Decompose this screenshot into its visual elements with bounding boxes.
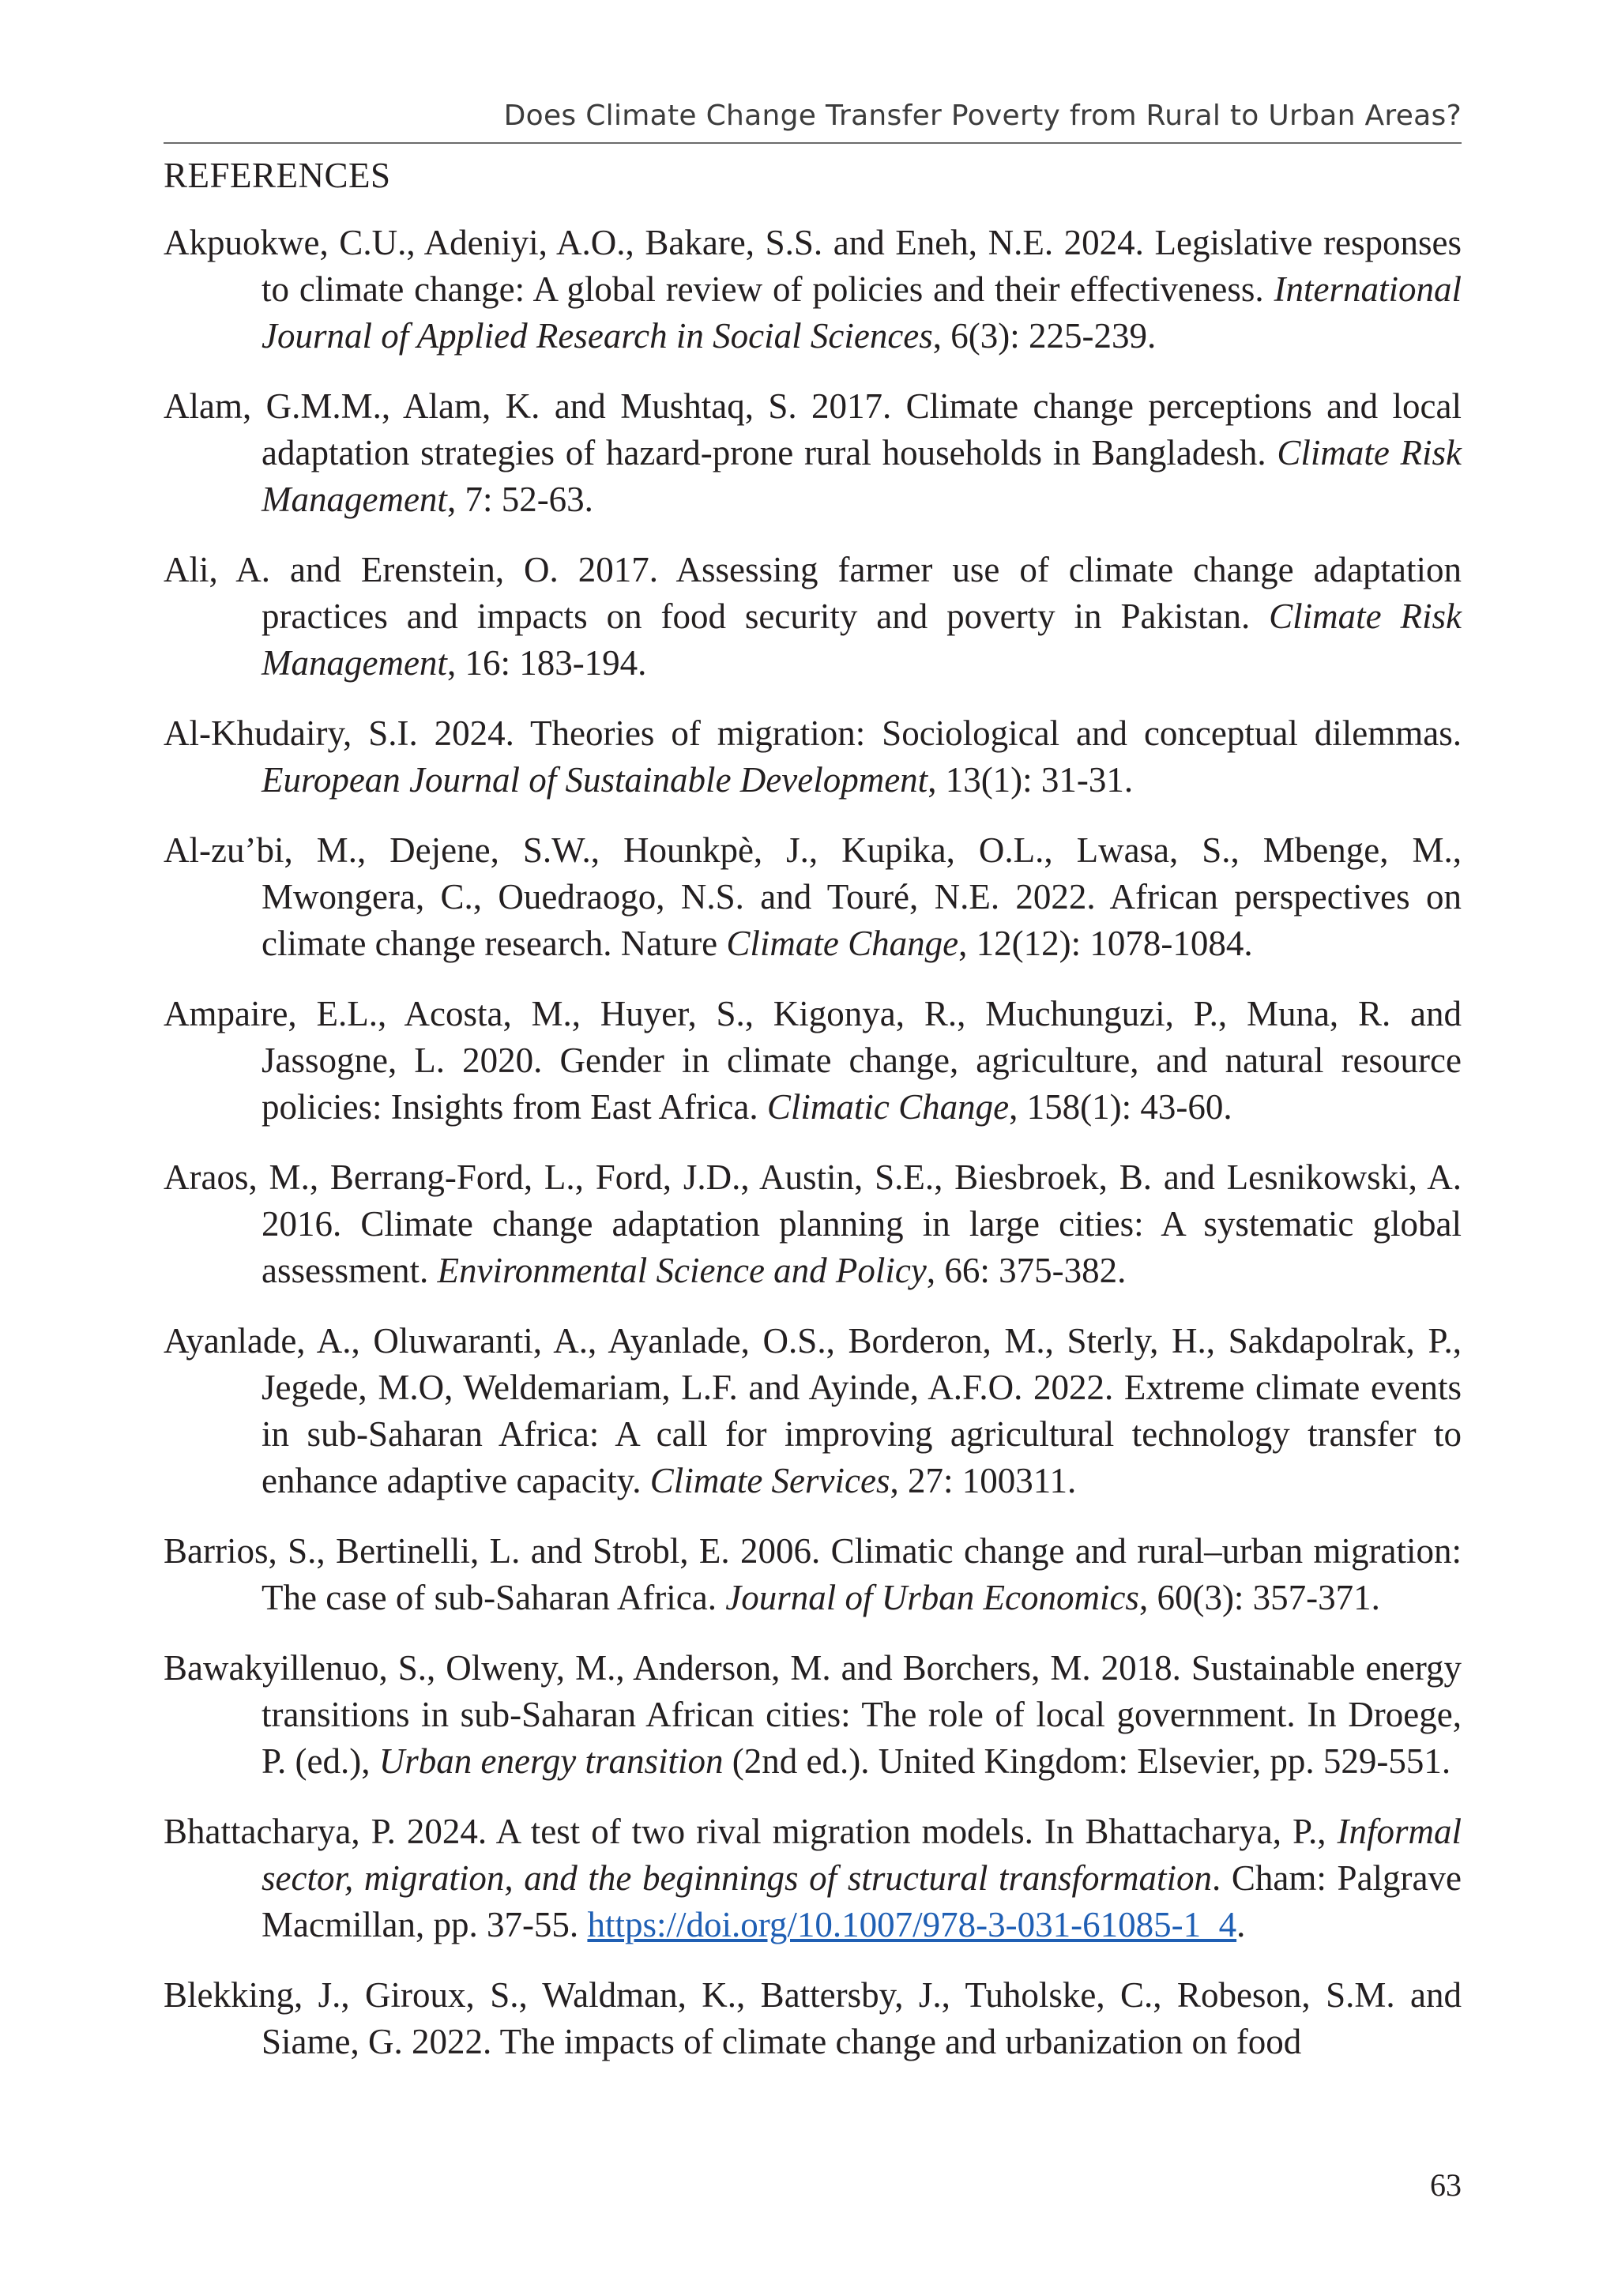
reference-entry [164,1645,1462,1785]
reference-text: Araos, M., Berrang-Ford, L., Ford, J.D., Austin, S.E., Biesbroek, B. and Lesnikowski, A. 2016. Climate change adaptation planning in large cities: A systematic global assessment. [164,1157,1462,1290]
reference-details: , 27: 100311. [890,1461,1077,1500]
reference-source: Climatic Change [766,1087,1010,1127]
reference-text: Ali, A. and Erenstein, O. 2017. Assessing farmer use of climate change adaptation practices and impacts on food security and poverty in Pakistan. [164,550,1462,636]
reference-text: Bawakyillenuo, S., Olweny, M., Anderson, M. and Borchers, M. 2018. Sustainable energy transitions in sub-Saharan African cities: The role of local government. In Droege, P. (ed.), [164,1648,1462,1781]
reference-entry [164,710,1462,804]
reference-entry [164,827,1462,967]
reference-details: . Cham: Palgrave Macmillan, pp. 37-55. [262,1858,1462,1944]
reference-text: Ampaire, E.L., Acosta, M., Huyer, S., Kigonya, R., Muchunguzi, P., Muna, R. and Jassogne, L. 2020. Gender in climate change, agriculture, and natural resource policies: Insights from East Africa. [164,994,1462,1127]
reference-entry [164,1154,1462,1294]
reference-entry [164,1809,1462,1948]
reference-entry [164,547,1462,687]
reference-details: , 7: 52-63. [446,480,593,519]
reference-text: Alam, G.M.M., Alam, K. and Mushtaq, S. 2017. Climate change perceptions and local adaptation strategies of hazard-prone rural households in Bangladesh. [164,386,1462,472]
reference-details: , 6(3): 225-239. [932,316,1157,356]
reference-list [164,220,1462,2089]
reference-entry [164,1972,1462,2065]
reference-entry [164,991,1462,1131]
reference-text: Akpuokwe, C.U., Adeniyi, A.O., Bakare, S.S. and Eneh, N.E. 2024. Legislative responses to climate change: A global review of policies and their effectiveness. [164,223,1462,309]
doi-link[interactable]: https://doi.org/10.1007/978-3-031-61085-1_4 [587,1905,1237,1944]
reference-text: Ayanlade, A., Oluwaranti, A., Ayanlade, O.S., Borderon, M., Sterly, H., Sakdapolrak, P., Jegede, M.O, Weldemariam, L.F. and Ayinde, A.F.O. 2022. Extreme climate events in sub-Saharan Africa: A call for improving agricultural technology transfer to enhance adaptive capacity. [164,1321,1462,1500]
reference-details: , 158(1): 43-60. [1009,1087,1232,1127]
reference-text: Al-Khudairy, S.I. 2024. Theories of migration: Sociological and conceptual dilemmas. [164,713,1462,753]
reference-source: Journal of Urban Economics [725,1578,1139,1617]
reference-details: , 66: 375-382. [926,1251,1127,1290]
reference-source: European Journal of Sustainable Development [262,760,928,800]
reference-entry [164,220,1462,359]
reference-text: Barrios, S., Bertinelli, L. and Strobl, E. 2006. Climatic change and rural–urban migration: The case of sub-Saharan Africa. [164,1531,1462,1617]
reference-text: Al-zu’bi, M., Dejene, S.W., Hounkpè, J., Kupika, O.L., Lwasa, S., Mbenge, M., Mwongera, C., Ouedraogo, N.S. and Touré, N.E. 2022. African perspectives on climate change research. Nature [164,830,1462,963]
reference-details: , 12(12): 1078-1084. [958,924,1253,963]
reference-source: Environmental Science and Policy [437,1251,927,1290]
reference-details: , 13(1): 31-31. [928,760,1134,800]
reference-text: Blekking, J., Giroux, S., Waldman, K., Battersby, J., Tuholske, C., Robeson, S.M. and Siame, G. 2022. The impacts of climate change and urbanization on food [164,1975,1462,2061]
reference-text: Bhattacharya, P. 2024. A test of two rival migration models. In Bhattacharya, P., [164,1812,1338,1851]
reference-source: International Journal of Applied Research in Social Sciences [262,269,1462,356]
reference-source: Informal sector, migration, and the beginnings of structural transformation [262,1812,1462,1898]
reference-source: Climate Services [649,1461,890,1500]
reference-tail: . [1236,1905,1246,1944]
reference-entry [164,1318,1462,1504]
header-rule [164,142,1462,144]
reference-details: (2nd ed.). United Kingdom: Elsevier, pp. 529-551. [723,1741,1451,1781]
reference-entry [164,383,1462,523]
reference-source: Climate Change [726,924,959,963]
reference-details: , 60(3): 357-371. [1138,1578,1380,1617]
page-number: 63 [1430,2167,1462,2203]
reference-source: Climate Risk Management [262,433,1462,519]
section-title: REFERENCES [164,156,391,195]
reference-details: , 16: 183-194. [446,643,647,683]
running-header: Does Climate Change Transfer Poverty from Rural to Urban Areas? [503,100,1462,132]
reference-entry [164,1528,1462,1621]
reference-source: Urban energy transition [378,1741,724,1781]
reference-source: Climate Risk Management [262,597,1462,683]
